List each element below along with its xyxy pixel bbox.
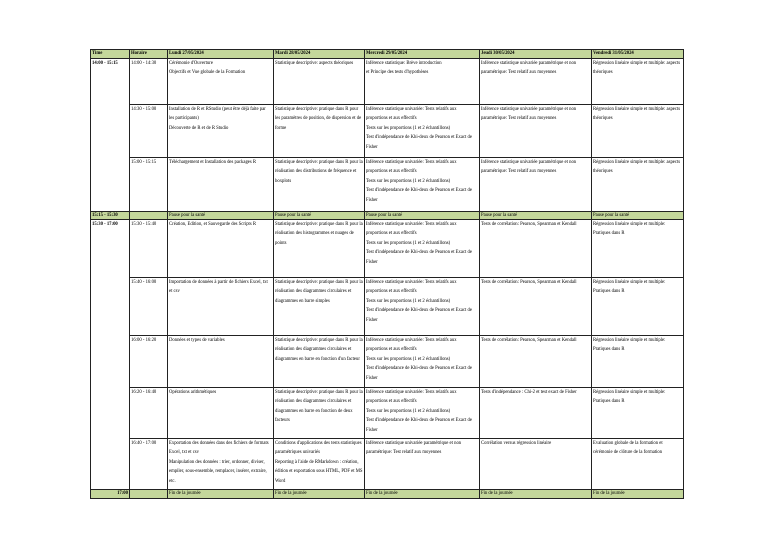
session-cell: Inférence statistique univariée: Tests relatifs aux proportions et aux effectifs Tests sur les proportions (1 et 2 échantillons) Test d'indépendance de Khi-deux de Pearson et Exact de Fisher [365,105,480,158]
session-cell: Exportation des données dans des fichiers de formats Excel, txt et csv Manipulation des données : trier, ordonner, diviser, empiler, sous-ensemble, remplacer, insérer, extraire, etc. [168,439,274,490]
session-cell: Statistique descriptive: pratique dans R pour la réalisation des diagrammes circulaires et diagrammes en barre en fonction de deux facteurs [274,388,365,439]
session-cell: Statistique descriptive: pratique dans R pour les paramètres de position, de dispersion et de forme [274,105,365,158]
session-cell: Régression linéaire simple et multiple: Pratiques dans R [592,336,684,388]
slot-time: 14:00 - 14:30 [130,59,168,105]
break-label: Pause pour la santé [274,212,365,220]
session-cell: Régression linéaire simple et multiple: Pratiques dans R [592,388,684,439]
session-cell: Corrélation versus régression linéaire [480,439,592,490]
end-label: Fin de la journée [274,490,365,499]
break-row [91,212,684,220]
session-cell: Inférence statistique univariée paramétrique et non paramétrique: Test relatif aux moyennes [365,439,480,490]
session-cell: Création, Edition, et Sauvegarde des Scripts R [168,220,274,278]
block-time-morning: 14:00 - 15:15 [91,59,130,212]
header-day-monday: Lundi 27/05/2024 [168,50,274,59]
session-cell: Inférence statistique univariée: Tests relatifs aux proportions et aux effectifs Tests sur les proportions (1 et 2 échantillons) Test d'indépendance de Khi-deux de Pearson et Exact de Fisher [365,336,480,388]
break-label: Pause pour la santé [480,212,592,220]
table-row [91,278,684,336]
session-cell: Tests de corrélation: Pearson, Spearman et Kendall [480,278,592,336]
session-cell: Tests de corrélation: Pearson, Spearman et Kendall [480,336,592,388]
end-label: Fin de la journée [592,490,684,499]
table-row [91,59,684,105]
session-cell: Régression linéaire simple et multiple: aspects théoriques [592,158,684,212]
session-cell: Données et types de variables [168,336,274,388]
slot-time: 15:00 - 15:15 [130,158,168,212]
slot-time: 16:40 - 17:00 [130,439,168,490]
break-slot [130,212,168,220]
end-slot [130,490,168,499]
slot-time: 15:40 - 16:00 [130,278,168,336]
session-cell: Inférence statistique univariée: Tests relatifs aux proportions et aux effectifs Tests sur les proportions (1 et 2 échantillons) Test d'indépendance de Khi-deux de Pearson et Exact de Fisher [365,388,480,439]
session-cell: Tests d'indépendance : Chi-2 et test exact de Fisher [480,388,592,439]
break-time: 15:15 - 15:30 [91,212,130,220]
end-label: Fin de la journée [168,490,274,499]
table-row [91,388,684,439]
session-cell: Inférence statistique univariée paramétrique et non paramétrique: Test relatif aux moyennes [480,158,592,212]
header-day-wednesday: Mercredi 29/05/2024 [365,50,480,59]
table-row [91,158,684,212]
break-label: Pause pour la santé [168,212,274,220]
session-cell: Evaluation globale de la formation et cérémonie de clôture de la formation [592,439,684,490]
end-label: Fin de la journée [365,490,480,499]
block-time-afternoon: 15:30 - 17:00 [91,220,130,490]
slot-time: 15:30 - 15:40 [130,220,168,278]
end-label: Fin de la journée [480,490,592,499]
break-label: Pause pour la santé [365,212,480,220]
end-row [91,490,684,499]
slot-time: 16:00 - 16:20 [130,336,168,388]
session-cell: Statistique descriptive: pratique dans R pour la réalisation des distributions de fréquence et boxplots [274,158,365,212]
session-cell: Opérations arithmétiques [168,388,274,439]
session-cell: Statistique descriptive: pratique dans R pour la réalisation des diagrammes circulaires et diagrammes en barre en fonction d'un facteur [274,336,365,388]
table-row [91,105,684,158]
slot-time: 16:20 - 16:40 [130,388,168,439]
session-cell: Régression linéaire simple et multiple: aspects théoriques [592,59,684,105]
session-cell: Installation de R et RStudio (peut être déjà faite par les participants) Découverte de R et de R Studio [168,105,274,158]
session-cell: Tests de corrélation: Pearson, Spearman et Kendall [480,220,592,278]
session-cell: Statistique descriptive: pratique dans R pour la réalisation des diagrammes circulaires et diagrammes en barre simples [274,278,365,336]
header-day-thursday: Jeudi 30/05/2024 [480,50,592,59]
table-row [91,439,684,490]
session-cell: Inférence statistique: Brève introduction et Principe des tests d'hypothèses [365,59,480,105]
schedule-table [90,49,684,499]
session-cell: Régression linéaire simple et multiple: Pratiques dans R [592,220,684,278]
session-cell: Inférence statistique univariée paramétrique et non paramétrique: Test relatif aux moyennes [480,105,592,158]
table-row [91,336,684,388]
session-cell: Téléchargement et Installation des packages R [168,158,274,212]
table-row [91,220,684,278]
end-time: 17:00 [91,490,130,499]
break-label: Pause pour la santé [592,212,684,220]
header-time: Time [91,50,130,59]
session-cell: Statistique descriptive: pratique dans R pour la réalisation des histogrammes et nuages de points [274,220,365,278]
header-day-tuesday: Mardi 28/05/2024 [274,50,365,59]
session-cell: Cérémonie d'Ouverture Objectifs et Vue globale de la Formation [168,59,274,105]
session-cell: Inférence statistique univariée paramétrique et non paramétrique: Test relatif aux moyennes [480,59,592,105]
header-day-friday: Vendredi 31/05/2024 [592,50,684,59]
session-cell: Inférence statistique univariée: Tests relatifs aux proportions et aux effectifs Tests sur les proportions (1 et 2 échantillons) Test d'indépendance de Khi-deux de Pearson et Exact de Fisher [365,220,480,278]
slot-time: 14:30 - 15:00 [130,105,168,158]
session-cell: Conditions d'applications des tests statistiques paramétriques univariés Reporting à l'aide de RMarkdown : création, édition et exportation sous HTML, PDF et MS Word [274,439,365,490]
session-cell: Statistique descriptive: aspects théoriques [274,59,365,105]
header-row [91,50,684,59]
session-cell: Régression linéaire simple et multiple: aspects théoriques [592,105,684,158]
session-cell: Régression linéaire simple et multiple: Pratiques dans R [592,278,684,336]
session-cell: Importation de données à partir de fichiers Excel, txt et csv [168,278,274,336]
session-cell: Inférence statistique univariée: Tests relatifs aux proportions et aux effectifs Tests sur les proportions (1 et 2 échantillons) Test d'indépendance de Khi-deux de Pearson et Exact de Fisher [365,158,480,212]
header-horaire: Horaire [130,50,168,59]
session-cell: Inférence statistique univariée: Tests relatifs aux proportions et aux effectifs Tests sur les proportions (1 et 2 échantillons) Test d'indépendance de Khi-deux de Pearson et Exact de Fisher [365,278,480,336]
